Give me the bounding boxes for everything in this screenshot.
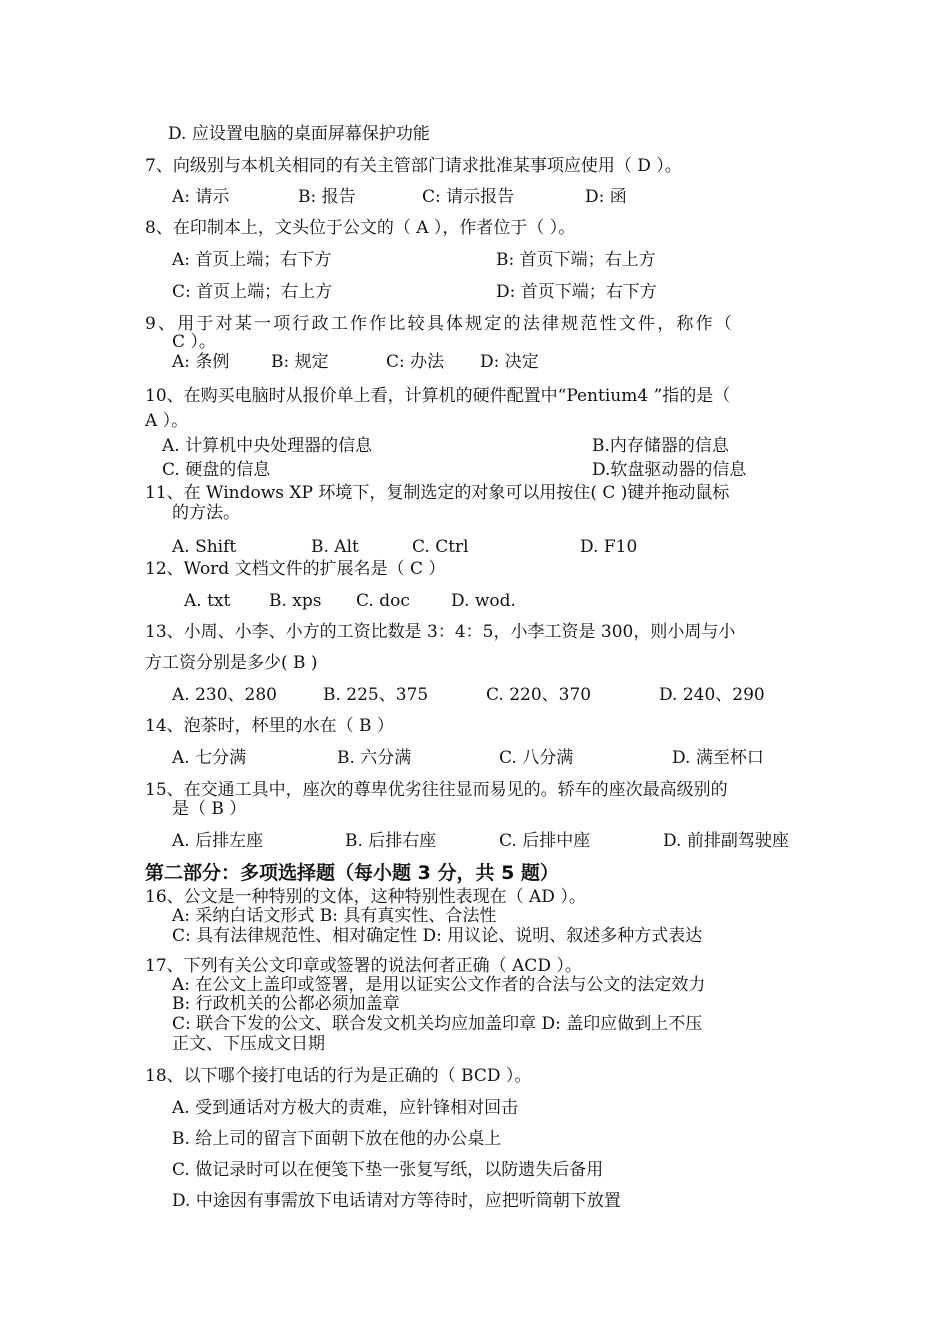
q10-option-b: B.内存储器的信息 [592, 436, 729, 456]
q12-question: 12、Word 文档文件的扩展名是（ C ） [145, 559, 446, 579]
q10-question-cont: A ）。 [145, 411, 189, 431]
q8-question: 8、在印制本上，文头位于公文的（ A ），作者位于（ ）。 [145, 218, 576, 238]
q13-option-d: D. 240、290 [659, 685, 765, 705]
q17-option-a: A: 在公文上盖印或签署，是用以证实公文作者的合法与公文的法定效力 [172, 975, 706, 995]
q17-option-d-cont: 正文、下压成文日期 [172, 1034, 325, 1054]
q13-option-c: C. 220、370 [486, 685, 592, 705]
q8-option-d: D: 首页下端；右下方 [496, 282, 657, 302]
q17-options-cd: C: 联合下发的公文、联合发文机关均应加盖印章 D: 盖印应做到上不压 [172, 1014, 703, 1034]
q9-question-cont: C ）。 [172, 332, 216, 352]
q9-option-c: C: 办法 [386, 352, 445, 372]
q12-option-a: A. txt [184, 591, 231, 611]
q7-option-c: C: 请示报告 [422, 187, 515, 207]
q17-question: 17、下列有关公文印章或签署的说法何者正确（ ACD ）。 [145, 956, 582, 976]
q11-option-c: C. Ctrl [412, 537, 469, 557]
q9-option-b: B: 规定 [271, 352, 329, 372]
q14-option-d: D. 满至杯口 [672, 748, 764, 768]
q18-option-b: B. 给上司的留言下面朝下放在他的办公桌上 [172, 1129, 502, 1149]
q13-question-cont: 方工资分别是多少( B ) [145, 653, 318, 673]
q14-option-b: B. 六分满 [337, 748, 412, 768]
q10-option-c: C. 硬盘的信息 [162, 460, 271, 480]
q11-question-cont: 的方法。 [172, 503, 240, 523]
q17-option-b: B: 行政机关的公都必须加盖章 [172, 994, 400, 1014]
q8-option-c: C: 首页上端；右上方 [172, 282, 333, 302]
q8-option-a: A: 首页上端；右下方 [172, 250, 332, 270]
q15-question: 15、在交通工具中，座次的尊卑优劣往往显而易见的。轿车的座次最高级别的 [145, 780, 728, 800]
q14-option-c: C. 八分满 [499, 748, 574, 768]
q7-option-a: A: 请示 [172, 187, 230, 207]
q7-option-d: D: 函 [585, 187, 627, 207]
q13-option-b: B. 225、375 [323, 685, 429, 705]
q12-option-b: B. xps [269, 591, 322, 611]
q11-option-d: D. F10 [580, 537, 638, 557]
q13-question: 13、小周、小李、小方的工资比数是 3：4：5，小李工资是 300，则小周与小 [145, 622, 736, 642]
q7-option-b: B: 报告 [298, 187, 356, 207]
q15-option-c: C. 后排中座 [499, 831, 591, 851]
q15-option-b: B. 后排右座 [345, 831, 437, 851]
q7-question: 7、向级别与本机关相同的有关主管部门请求批准某事项应使用（ D ）。 [145, 156, 682, 176]
q11-question: 11、在 Windows XP 环境下，复制选定的对象可以用按住( C )键并拖动鼠标 [145, 483, 730, 503]
q15-option-a: A. 后排左座 [172, 831, 264, 851]
q12-option-d: D. wod. [451, 591, 516, 611]
q16-options-ab: A: 采纳白话文形式 B: 具有真实性、合法性 [172, 906, 497, 926]
q15-option-d: D. 前排副驾驶座 [663, 831, 789, 851]
q18-question: 18、以下哪个接打电话的行为是正确的（ BCD ）。 [145, 1066, 532, 1086]
q12-option-c: C. doc [356, 591, 410, 611]
q9-question: 9、用于对某一项行政工作作比较具体规定的法律规范性文件，称作（ [145, 314, 735, 334]
q15-question-cont: 是（ B ） [172, 799, 247, 819]
q10-question: 10、在购买电脑时从报价单上看，计算机的硬件配置中“Pentium4 ”指的是（ [145, 386, 731, 406]
q16-question: 16、公文是一种特别的文体，这种特别性表现在（ AD ）。 [145, 887, 586, 907]
q10-option-a: A. 计算机中央处理器的信息 [162, 436, 373, 456]
q6-option-d: D. 应设置电脑的桌面屏幕保护功能 [168, 124, 430, 144]
q13-option-a: A. 230、280 [172, 685, 277, 705]
q9-option-d: D: 决定 [480, 352, 539, 372]
q11-option-a: A. Shift [172, 537, 237, 557]
q10-option-d: D.软盘驱动器的信息 [592, 460, 747, 480]
q18-option-c: C. 做记录时可以在便笺下垫一张复写纸，以防遗失后备用 [172, 1160, 604, 1180]
q11-option-b: B. Alt [311, 537, 359, 557]
q14-question: 14、泡茶时，杯里的水在（ B ） [145, 716, 394, 736]
q16-options-cd: C: 具有法律规范性、相对确定性 D: 用议论、说明、叙述多种方式表达 [172, 926, 703, 946]
q18-option-a: A. 受到通话对方极大的责难，应针锋相对回击 [172, 1098, 519, 1118]
q18-option-d: D. 中途因有事需放下电话请对方等待时，应把听筒朝下放置 [172, 1191, 621, 1211]
q14-option-a: A. 七分满 [172, 748, 247, 768]
q8-option-b: B: 首页下端；右上方 [496, 250, 656, 270]
q9-option-a: A: 条例 [172, 352, 230, 372]
section-2-heading: 第二部分：多项选择题（每小题 3 分，共 5 题） [145, 862, 559, 884]
